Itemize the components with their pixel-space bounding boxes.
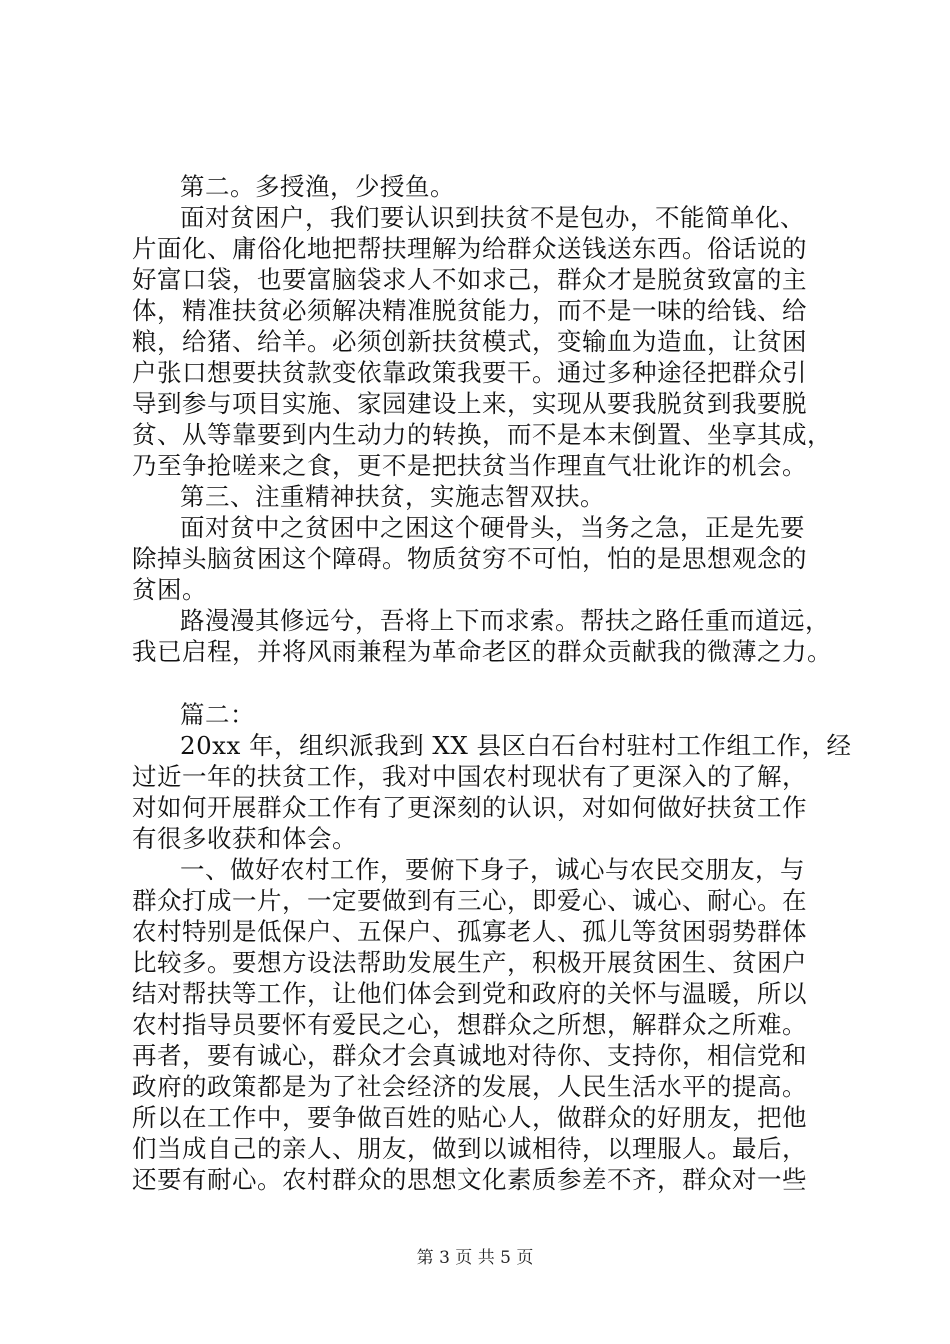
text-line: 面对贫困户，我们要认识到扶贫不是包办，不能简单化、	[180, 203, 805, 232]
text-line: 片面化、庸俗化地把帮扶理解为给群众送钱送东西。俗话说的	[132, 234, 807, 263]
text-line: 体，精准扶贫必须解决精准脱贫能力，而不是一味的给钱、给	[132, 296, 807, 325]
text-line: 一、做好农村工作，要俯下身子，诚心与农民交朋友，与	[180, 855, 805, 884]
text-line: 贫、从等靠要到内生动力的转换，而不是本末倒置、坐享其成，	[132, 420, 832, 449]
text-line: 过近一年的扶贫工作，我对中国农村现状有了更深入的了解，	[132, 762, 807, 791]
text-line: 粮，给猪、给羊。必须创新扶贫模式，变输血为造血，让贫困	[132, 327, 807, 356]
text-line: 20xx 年，组织派我到 XX 县区白石台村驻村工作组工作，经	[180, 731, 852, 760]
text-line: 第三、注重精神扶贫，实施志智双扶。	[180, 482, 605, 511]
text-line: 我已启程，并将风雨兼程为革命老区的群众贡献我的微薄之力。	[132, 637, 832, 666]
text-line: 所以在工作中，要争做百姓的贴心人，做群众的好朋友，把他	[132, 1103, 807, 1132]
text-line: 路漫漫其修远兮，吾将上下而求索。帮扶之路任重而道远，	[180, 606, 830, 635]
text-line: 群众打成一片，一定要做到有三心，即爱心、诚心、耐心。在	[132, 886, 807, 915]
page-number-footer: 第 3 页 共 5 页	[416, 1248, 534, 1268]
text-line: 好富口袋，也要富脑袋求人不如求己，群众才是脱贫致富的主	[132, 265, 807, 294]
text-line: 再者，要有诚心，群众才会真诚地对待你、支持你，相信党和	[132, 1041, 807, 1070]
text-line: 对如何开展群众工作有了更深刻的认识，对如何做好扶贫工作	[132, 793, 807, 822]
text-line: 导到参与项目实施、家园建设上来，实现从要我脱贫到我要脱	[132, 389, 807, 418]
text-line: 乃至争抢嗟来之食，更不是把扶贫当作理直气壮讹诈的机会。	[132, 451, 807, 480]
text-line: 还要有耐心。农村群众的思想文化素质参差不齐，群众对一些	[132, 1165, 807, 1194]
section-heading: 篇二：	[180, 700, 255, 729]
text-line: 户张口想要扶贫款变依靠政策我要干。通过多种途径把群众引	[132, 358, 807, 387]
text-line: 除掉头脑贫困这个障碍。物质贫穷不可怕，怕的是思想观念的	[132, 544, 807, 573]
text-line: 农村特别是低保户、五保户、孤寡老人、孤儿等贫困弱势群体	[132, 917, 807, 946]
text-line: 比较多。要想方设法帮助发展生产，积极开展贫困生、贫困户	[132, 948, 807, 977]
text-line: 政府的政策都是为了社会经济的发展，人民生活水平的提高。	[132, 1072, 807, 1101]
text-line: 贫困。	[132, 575, 207, 604]
text-line: 们当成自己的亲人、朋友，做到以诚相待，以理服人。最后，	[132, 1134, 807, 1163]
text-line: 农村指导员要怀有爱民之心，想群众之所想，解群众之所难。	[132, 1010, 807, 1039]
text-line: 结对帮扶等工作，让他们体会到党和政府的关怀与温暖，所以	[132, 979, 807, 1008]
text-line: 第二。多授渔，少授鱼。	[180, 172, 455, 201]
text-line: 有很多收获和体会。	[132, 824, 357, 853]
text-line: 面对贫中之贫困中之困这个硬骨头，当务之急，正是先要	[180, 513, 805, 542]
